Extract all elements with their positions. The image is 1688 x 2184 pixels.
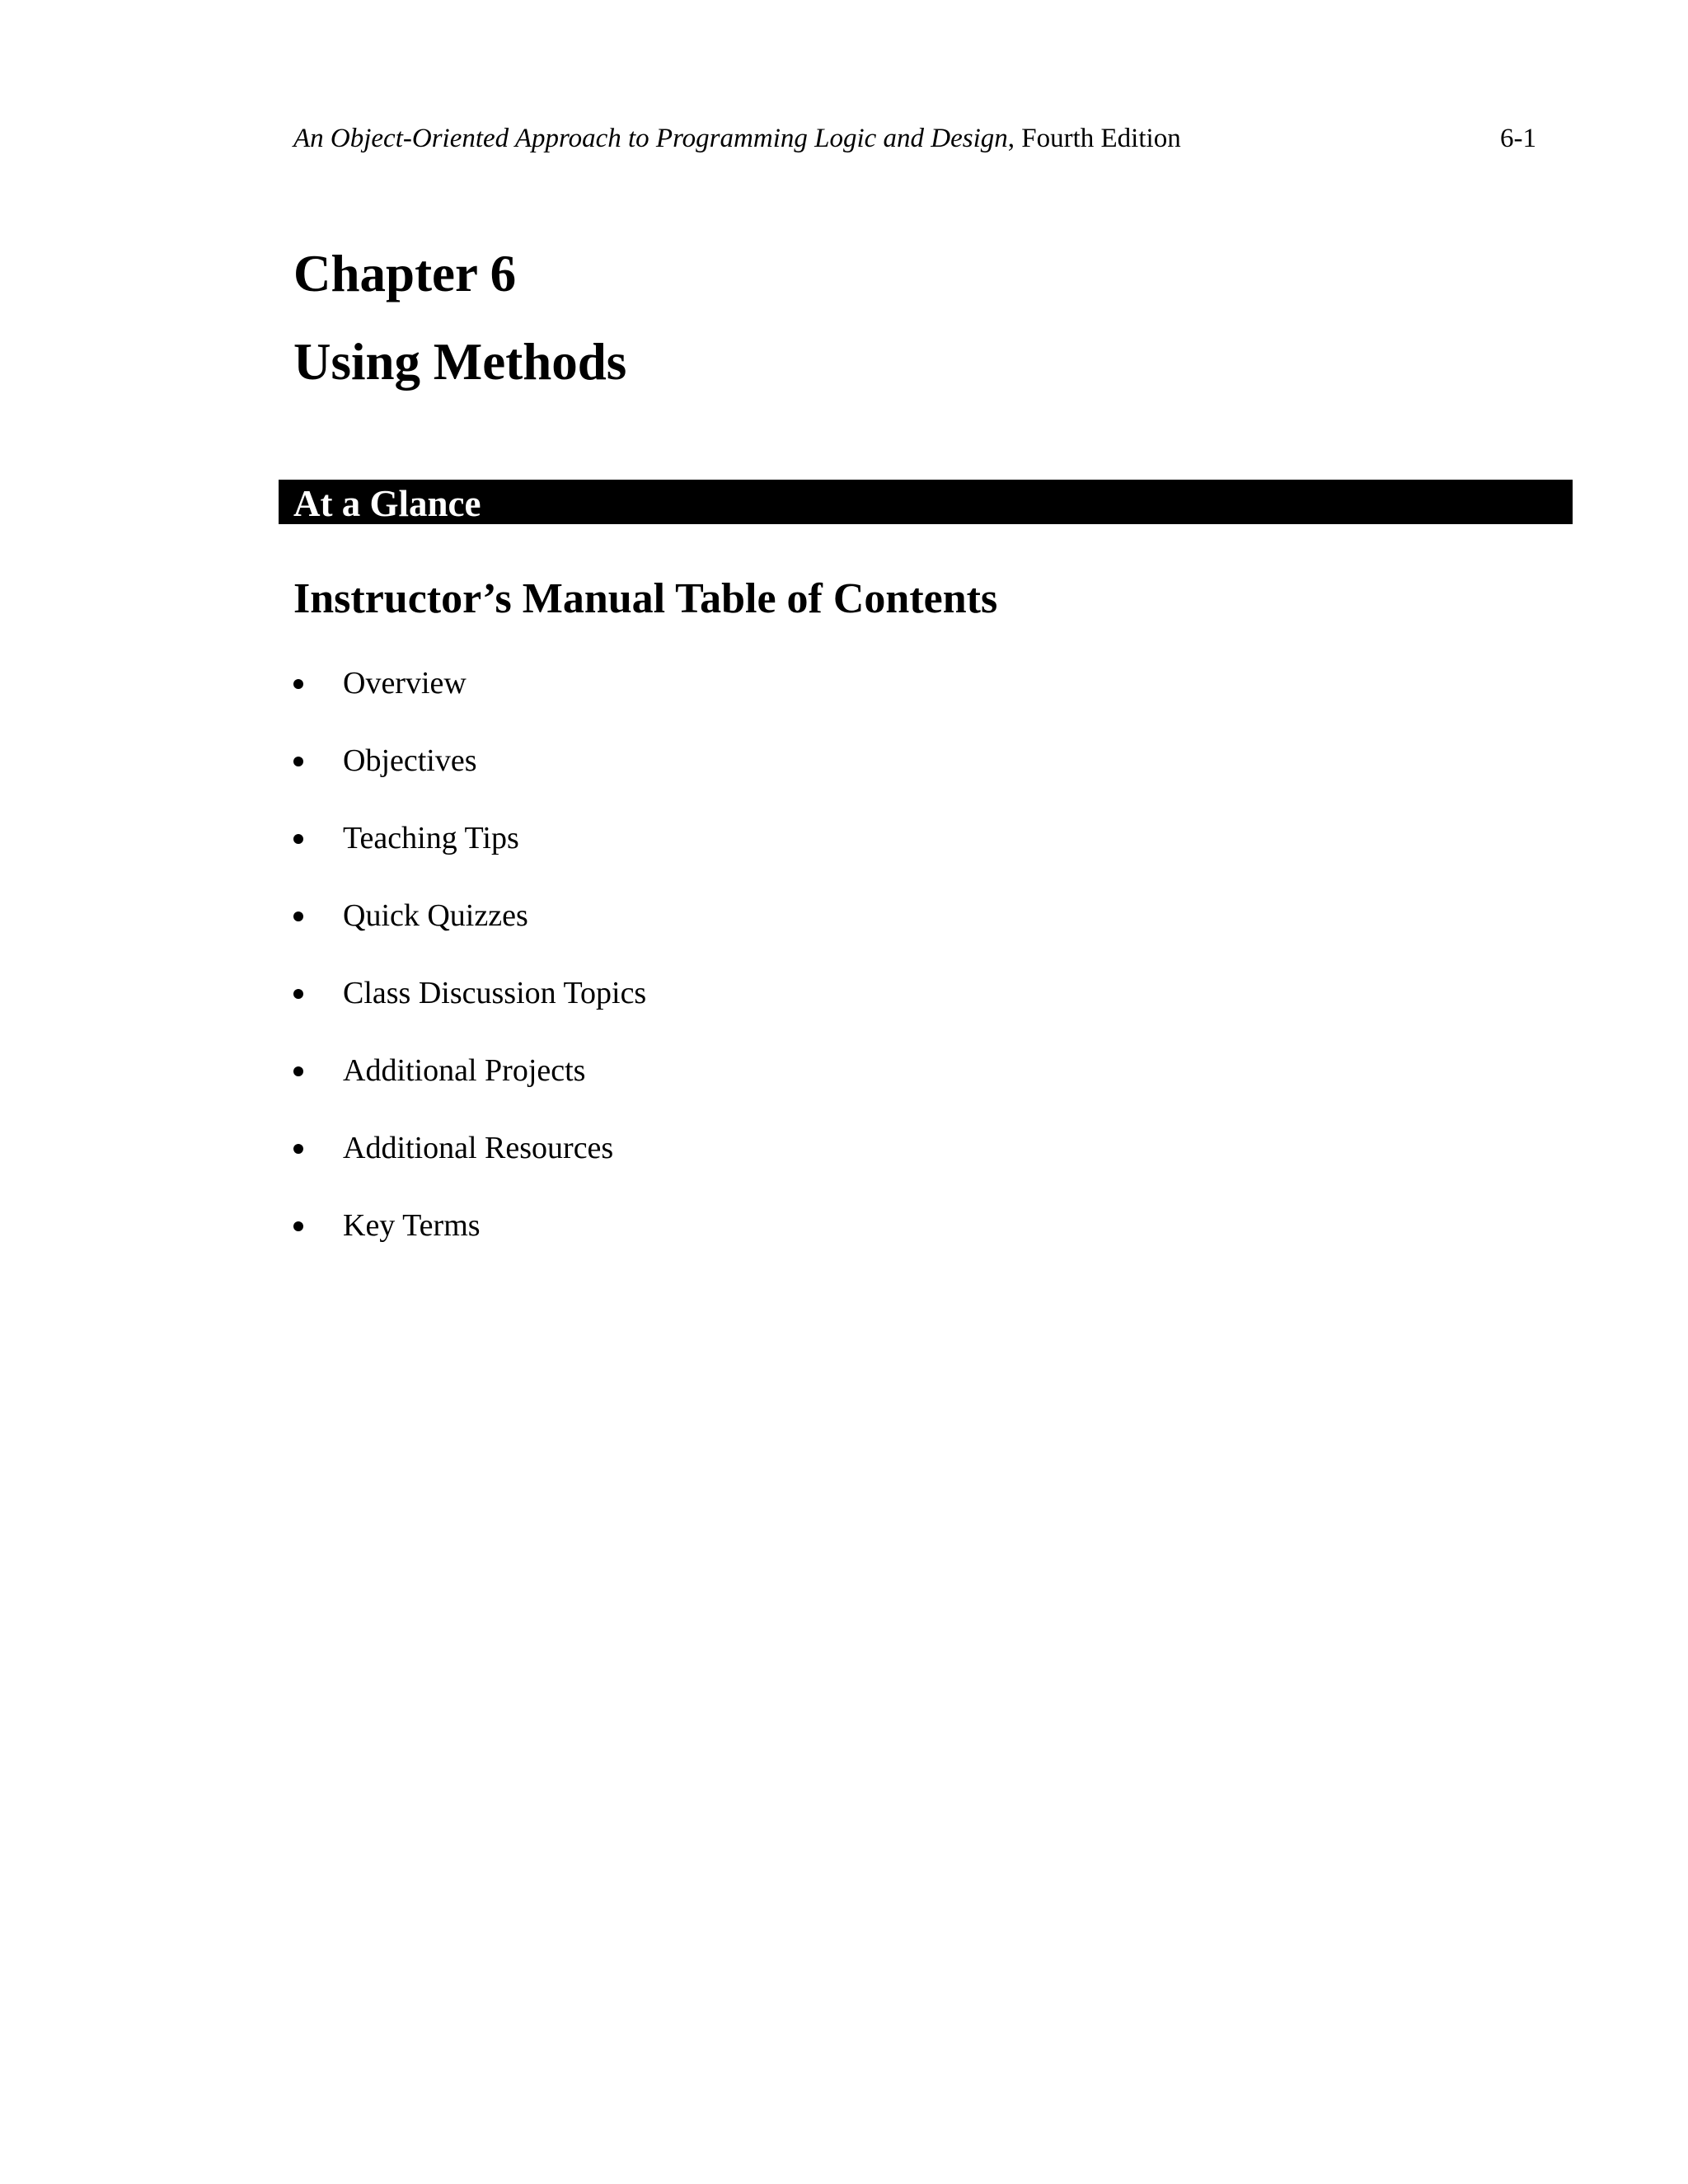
toc-item-label: Class Discussion Topics [343, 976, 647, 1010]
page-number: 6-1 [1500, 124, 1536, 153]
toc-item-label: Overview [343, 666, 467, 701]
toc-item-label: Additional Resources [343, 1131, 614, 1165]
toc-item-label: Quick Quizzes [343, 898, 528, 933]
bullet-icon [293, 1066, 303, 1076]
bullet-icon [293, 834, 303, 844]
bullet-icon [293, 757, 303, 766]
bullet-icon [293, 679, 303, 689]
toc-item-label: Teaching Tips [343, 821, 519, 855]
bullet-icon [293, 912, 303, 921]
chapter-number: Chapter 6 [293, 245, 517, 302]
bullet-icon [293, 989, 303, 999]
bullet-icon [293, 1144, 303, 1154]
edition-label: , Fourth Edition [1007, 124, 1181, 153]
toc-item-label: Additional Projects [343, 1053, 586, 1088]
toc-heading: Instructor’s Manual Table of Contents [293, 575, 998, 622]
chapter-title: Using Methods [293, 333, 627, 391]
book-title: An Object-Oriented Approach to Programming Logic and Design [293, 124, 1008, 153]
running-header [293, 120, 1536, 157]
at-a-glance-banner [279, 480, 1573, 524]
toc-item-label: Objectives [343, 743, 477, 778]
toc-item-label: Key Terms [343, 1208, 481, 1243]
banner-label: At a Glance [293, 483, 481, 524]
bullet-icon [293, 1221, 303, 1231]
